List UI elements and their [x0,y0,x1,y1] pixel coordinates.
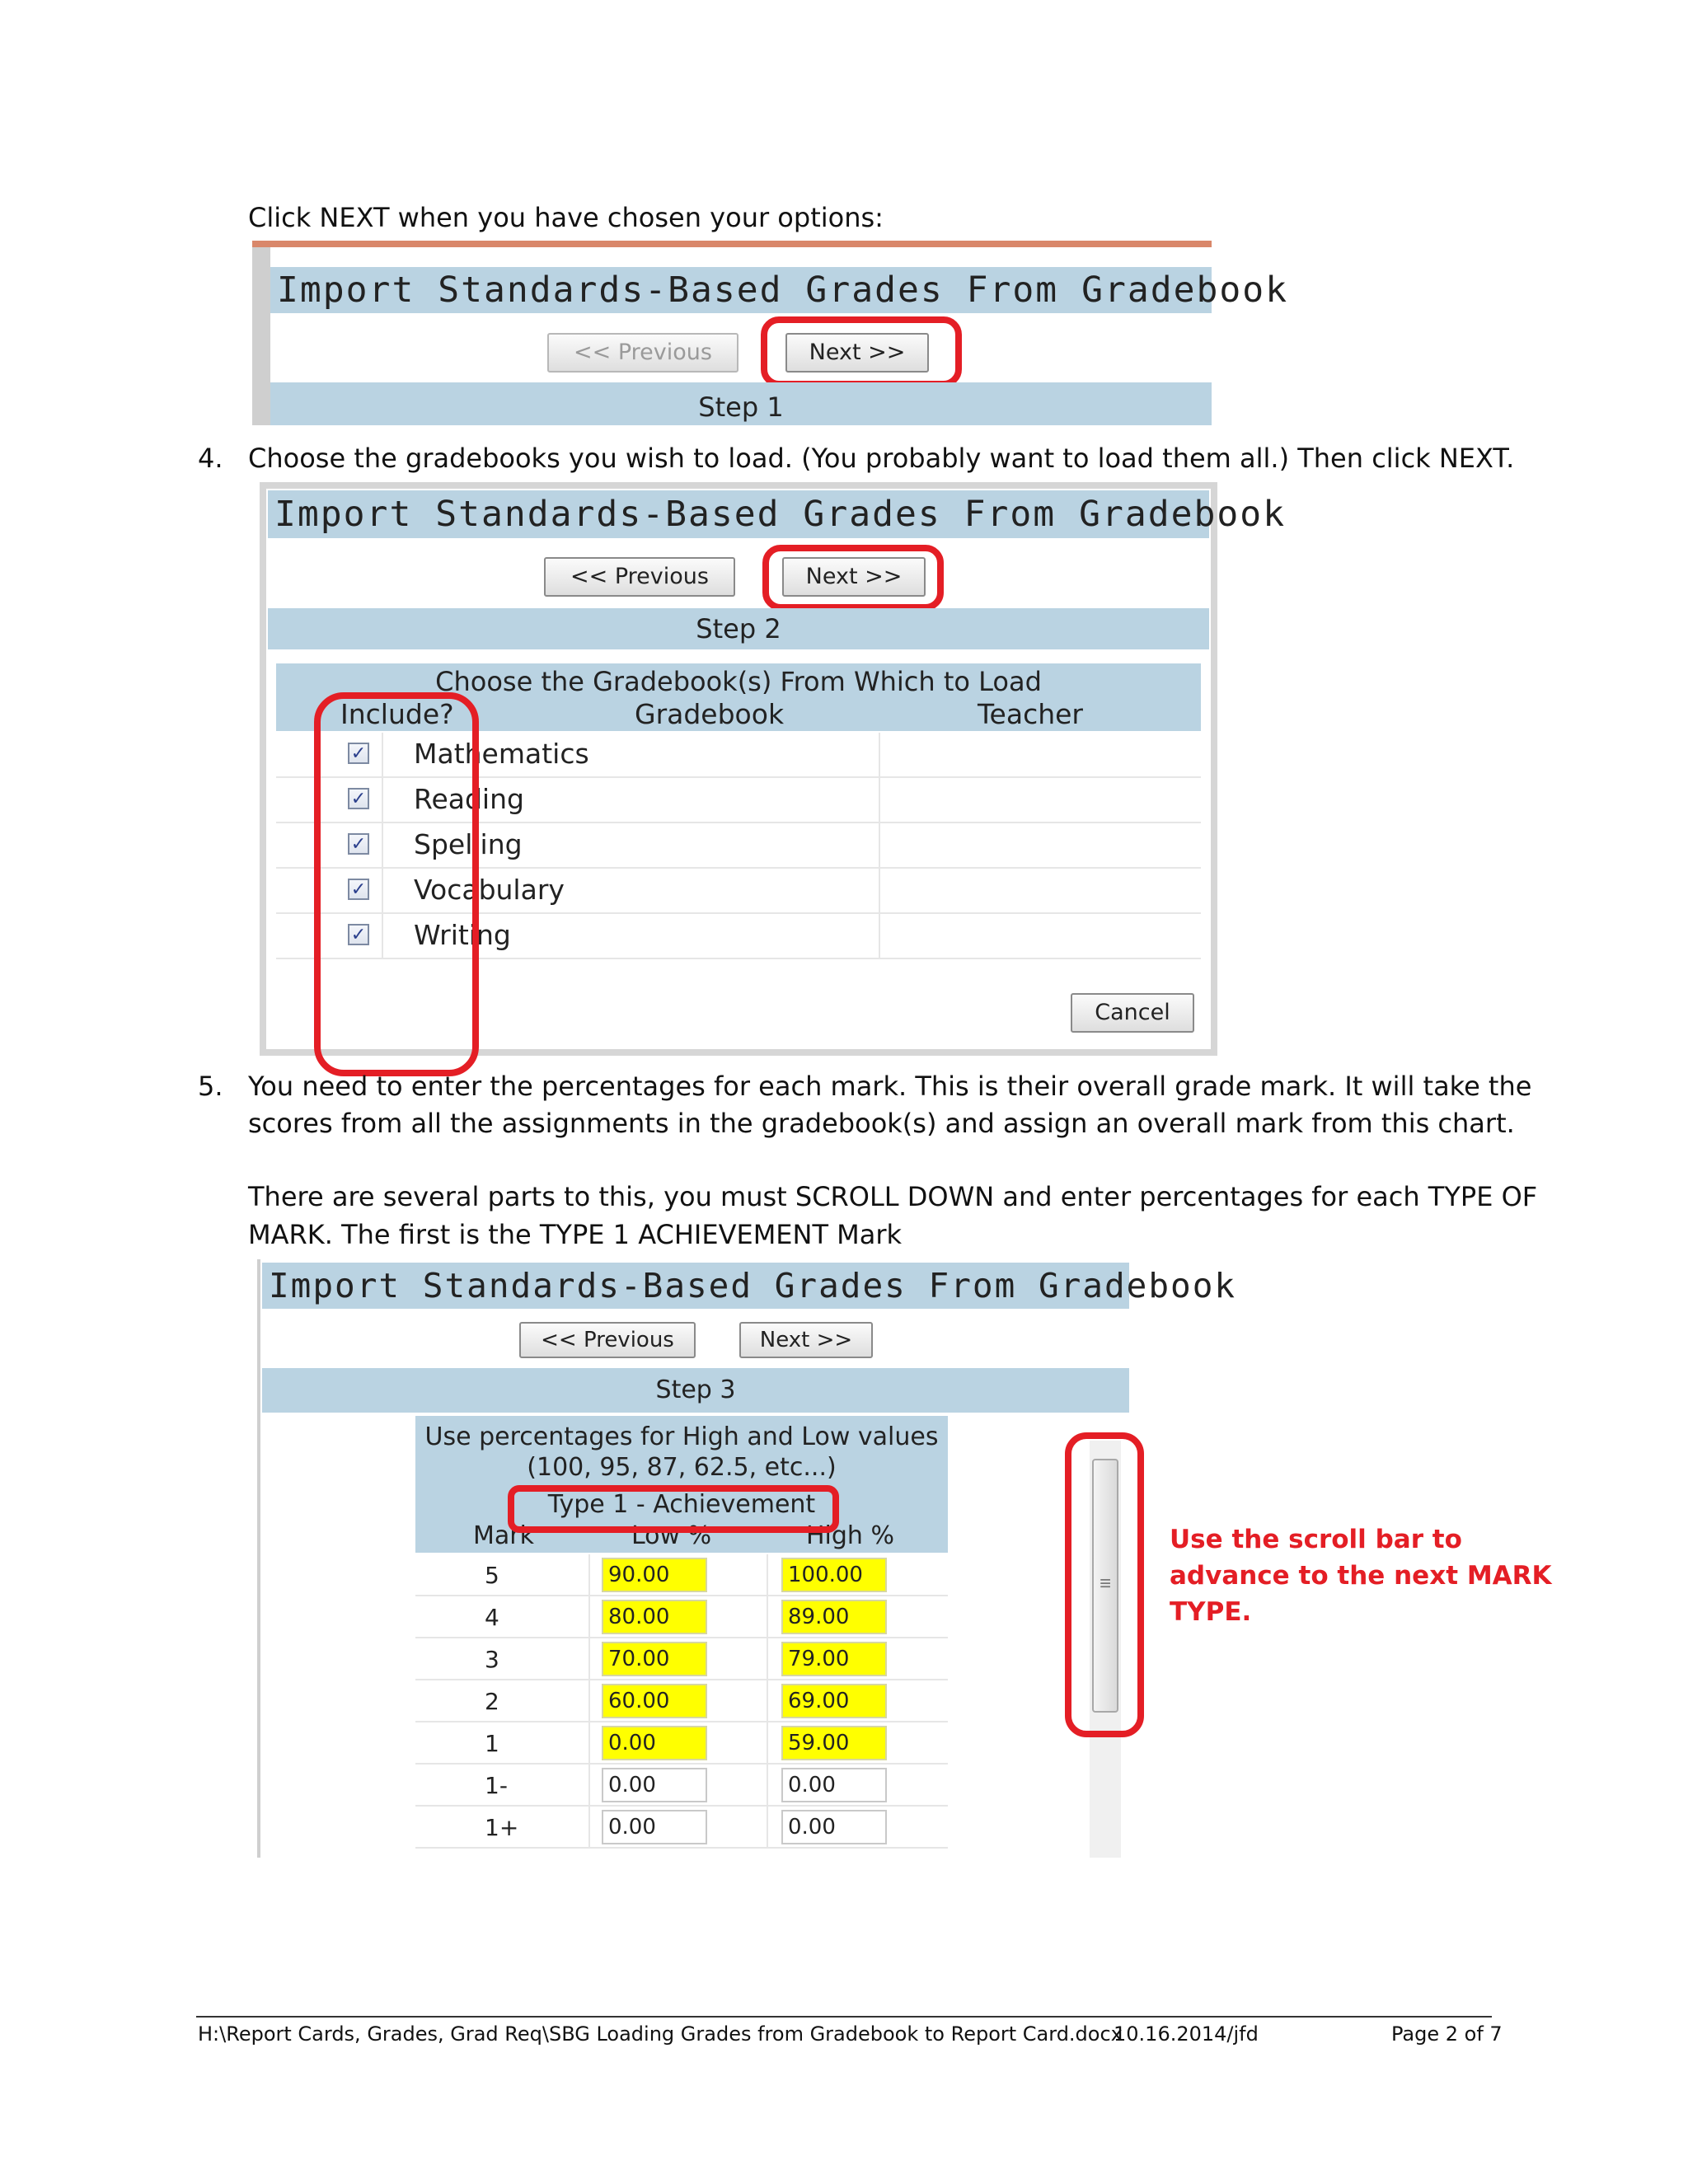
include-checkbox[interactable]: ✓ [348,879,369,900]
item5-line2: scores from all the assignments in the gradebook(s) and assign an overall mark from this chart. [248,1108,1515,1139]
column-divider [588,1807,590,1849]
mark-value: 5 [485,1562,499,1589]
include-checkbox[interactable]: ✓ [348,924,369,945]
low-percent-input[interactable]: 60.00 [602,1684,707,1718]
low-percent-input[interactable]: 70.00 [602,1642,707,1676]
table-row [415,1596,948,1638]
include-checkbox[interactable]: ✓ [348,833,369,855]
gradebook-name: Spelling [414,828,523,860]
column-divider [767,1722,768,1765]
table-row [415,1765,948,1807]
item5-line4: MARK. The first is the TYPE 1 ACHIEVEMENT Mark [248,1219,903,1250]
mark-value: 3 [485,1646,499,1673]
column-divider [879,869,880,914]
next-highlight-circle [761,316,962,387]
low-percent-input[interactable]: 0.00 [602,1810,707,1844]
footer-path: H:\Report Cards, Grades, Grad Req\SBG Loading Grades from Gradebook to Report Card.docx [198,2022,1123,2046]
step-label: Step 2 [268,608,1209,649]
list-number: 5. [198,1071,223,1102]
next-button[interactable]: Next >> [785,333,929,373]
footer-rule [196,2016,1492,2018]
wizard-title: Import Standards-Based Grades From Gradebook [262,1263,1129,1309]
column-divider [767,1680,768,1722]
step-label: Step 3 [262,1368,1129,1413]
step3-panel [257,1259,1237,1858]
column-divider [767,1554,768,1596]
step2-panel [260,482,1287,1056]
mark-value: 2 [485,1688,499,1715]
column-divider [879,733,880,778]
include-checkbox[interactable]: ✓ [348,788,369,809]
step-label: Step 1 [270,382,1212,425]
low-percent-input[interactable]: 0.00 [602,1726,707,1760]
column-divider [588,1680,590,1722]
footer-page: Page 2 of 7 [1391,2022,1503,2046]
column-divider [588,1765,590,1807]
high-percent-input[interactable]: 79.00 [781,1642,887,1676]
low-percent-input[interactable]: 90.00 [602,1558,707,1592]
gradebook-name: Reading [414,783,524,815]
high-percent-input[interactable]: 100.00 [781,1558,887,1592]
next-highlight-circle [762,545,944,611]
column-divider [588,1638,590,1680]
high-percent-input[interactable]: 69.00 [781,1684,887,1718]
column-divider [588,1722,590,1765]
low-percent-input[interactable]: 0.00 [602,1768,707,1802]
scroll-note [1170,1521,1552,1630]
table-row [415,1638,948,1680]
column-divider [767,1765,768,1807]
previous-button[interactable]: << Previous [519,1322,696,1358]
column-header-teacher: Teacher [978,698,1084,730]
column-divider [767,1596,768,1638]
column-divider [588,1596,590,1638]
table-row [415,1554,948,1596]
cancel-button[interactable]: Cancel [1071,993,1194,1033]
column-divider [588,1554,590,1596]
wizard-title: Import Standards-Based Grades From Gradebook [268,490,1209,538]
column-header-low: Low % [631,1521,712,1550]
mark-value: 1 [485,1730,499,1757]
mark-value: 1+ [485,1814,519,1841]
high-percent-input[interactable]: 0.00 [781,1768,887,1802]
gradebook-name: Mathematics [414,738,589,770]
mark-type-label: Type 1 - Achievement [547,1490,816,1519]
item5-line1: You need to enter the percentages for each mark. This is their overall grade mark. It will take the [248,1071,1532,1102]
high-percent-input[interactable]: 59.00 [781,1726,887,1760]
next-button[interactable]: Next >> [782,557,926,597]
next-button[interactable]: Next >> [739,1322,873,1358]
wizard-title: Import Standards-Based Grades From Gradebook [270,267,1212,313]
previous-button[interactable]: << Previous [544,557,735,597]
column-header-gradebook: Gradebook [635,698,785,730]
instructions-line1: Use percentages for High and Low values [424,1422,939,1451]
column-divider [879,914,880,959]
low-percent-input[interactable]: 80.00 [602,1600,707,1634]
scroll-note-line: Use the scroll bar to [1170,1525,1462,1554]
gradebook-name: Vocabulary [414,874,565,906]
column-divider [879,778,880,823]
intro-text: Click NEXT when you have chosen your options: [248,202,884,233]
panel-top-border [252,241,1212,247]
table-subtitle: Choose the Gradebook(s) From Which to Load [435,666,1042,697]
column-divider [767,1638,768,1680]
instructions-line2: (100, 95, 87, 62.5, etc...) [527,1453,837,1482]
step1-panel [252,241,1289,425]
panel-left-border [252,247,270,425]
item4-text: Choose the gradebooks you wish to load. (You probably want to load them all.) Then click NEXT. [248,443,1515,474]
table-row [415,1807,948,1849]
column-divider [767,1807,768,1849]
type-highlight-circle [508,1485,839,1533]
column-header-mark: Mark [473,1521,534,1550]
footer-date: 10.16.2014/jfd [1114,2022,1259,2046]
column-divider [879,823,880,869]
column-header-high: High % [806,1521,894,1550]
grip-icon: ≡ [1099,1572,1111,1595]
mark-value: 4 [485,1604,499,1631]
item5-line3: There are several parts to this, you must SCROLL DOWN and enter percentages for each TYPE OF [248,1181,1538,1212]
row-divider [415,1847,948,1849]
include-checkbox[interactable]: ✓ [348,743,369,764]
mark-value: 1- [485,1772,508,1799]
previous-button[interactable]: << Previous [547,333,738,373]
panel-left-border [257,1259,260,1858]
scroll-note-line: TYPE. [1170,1597,1252,1627]
list-number: 4. [198,443,223,474]
column-header-include: Include? [340,698,454,730]
table-row [415,1680,948,1722]
include-highlight-circle [314,692,479,1076]
table-row [415,1722,948,1765]
high-percent-input[interactable]: 0.00 [781,1810,887,1844]
high-percent-input[interactable]: 89.00 [781,1600,887,1634]
scrollbar-highlight-circle [1065,1432,1144,1737]
gradebook-name: Writing [414,919,511,951]
scroll-note-line: advance to the next MARK [1170,1561,1552,1591]
